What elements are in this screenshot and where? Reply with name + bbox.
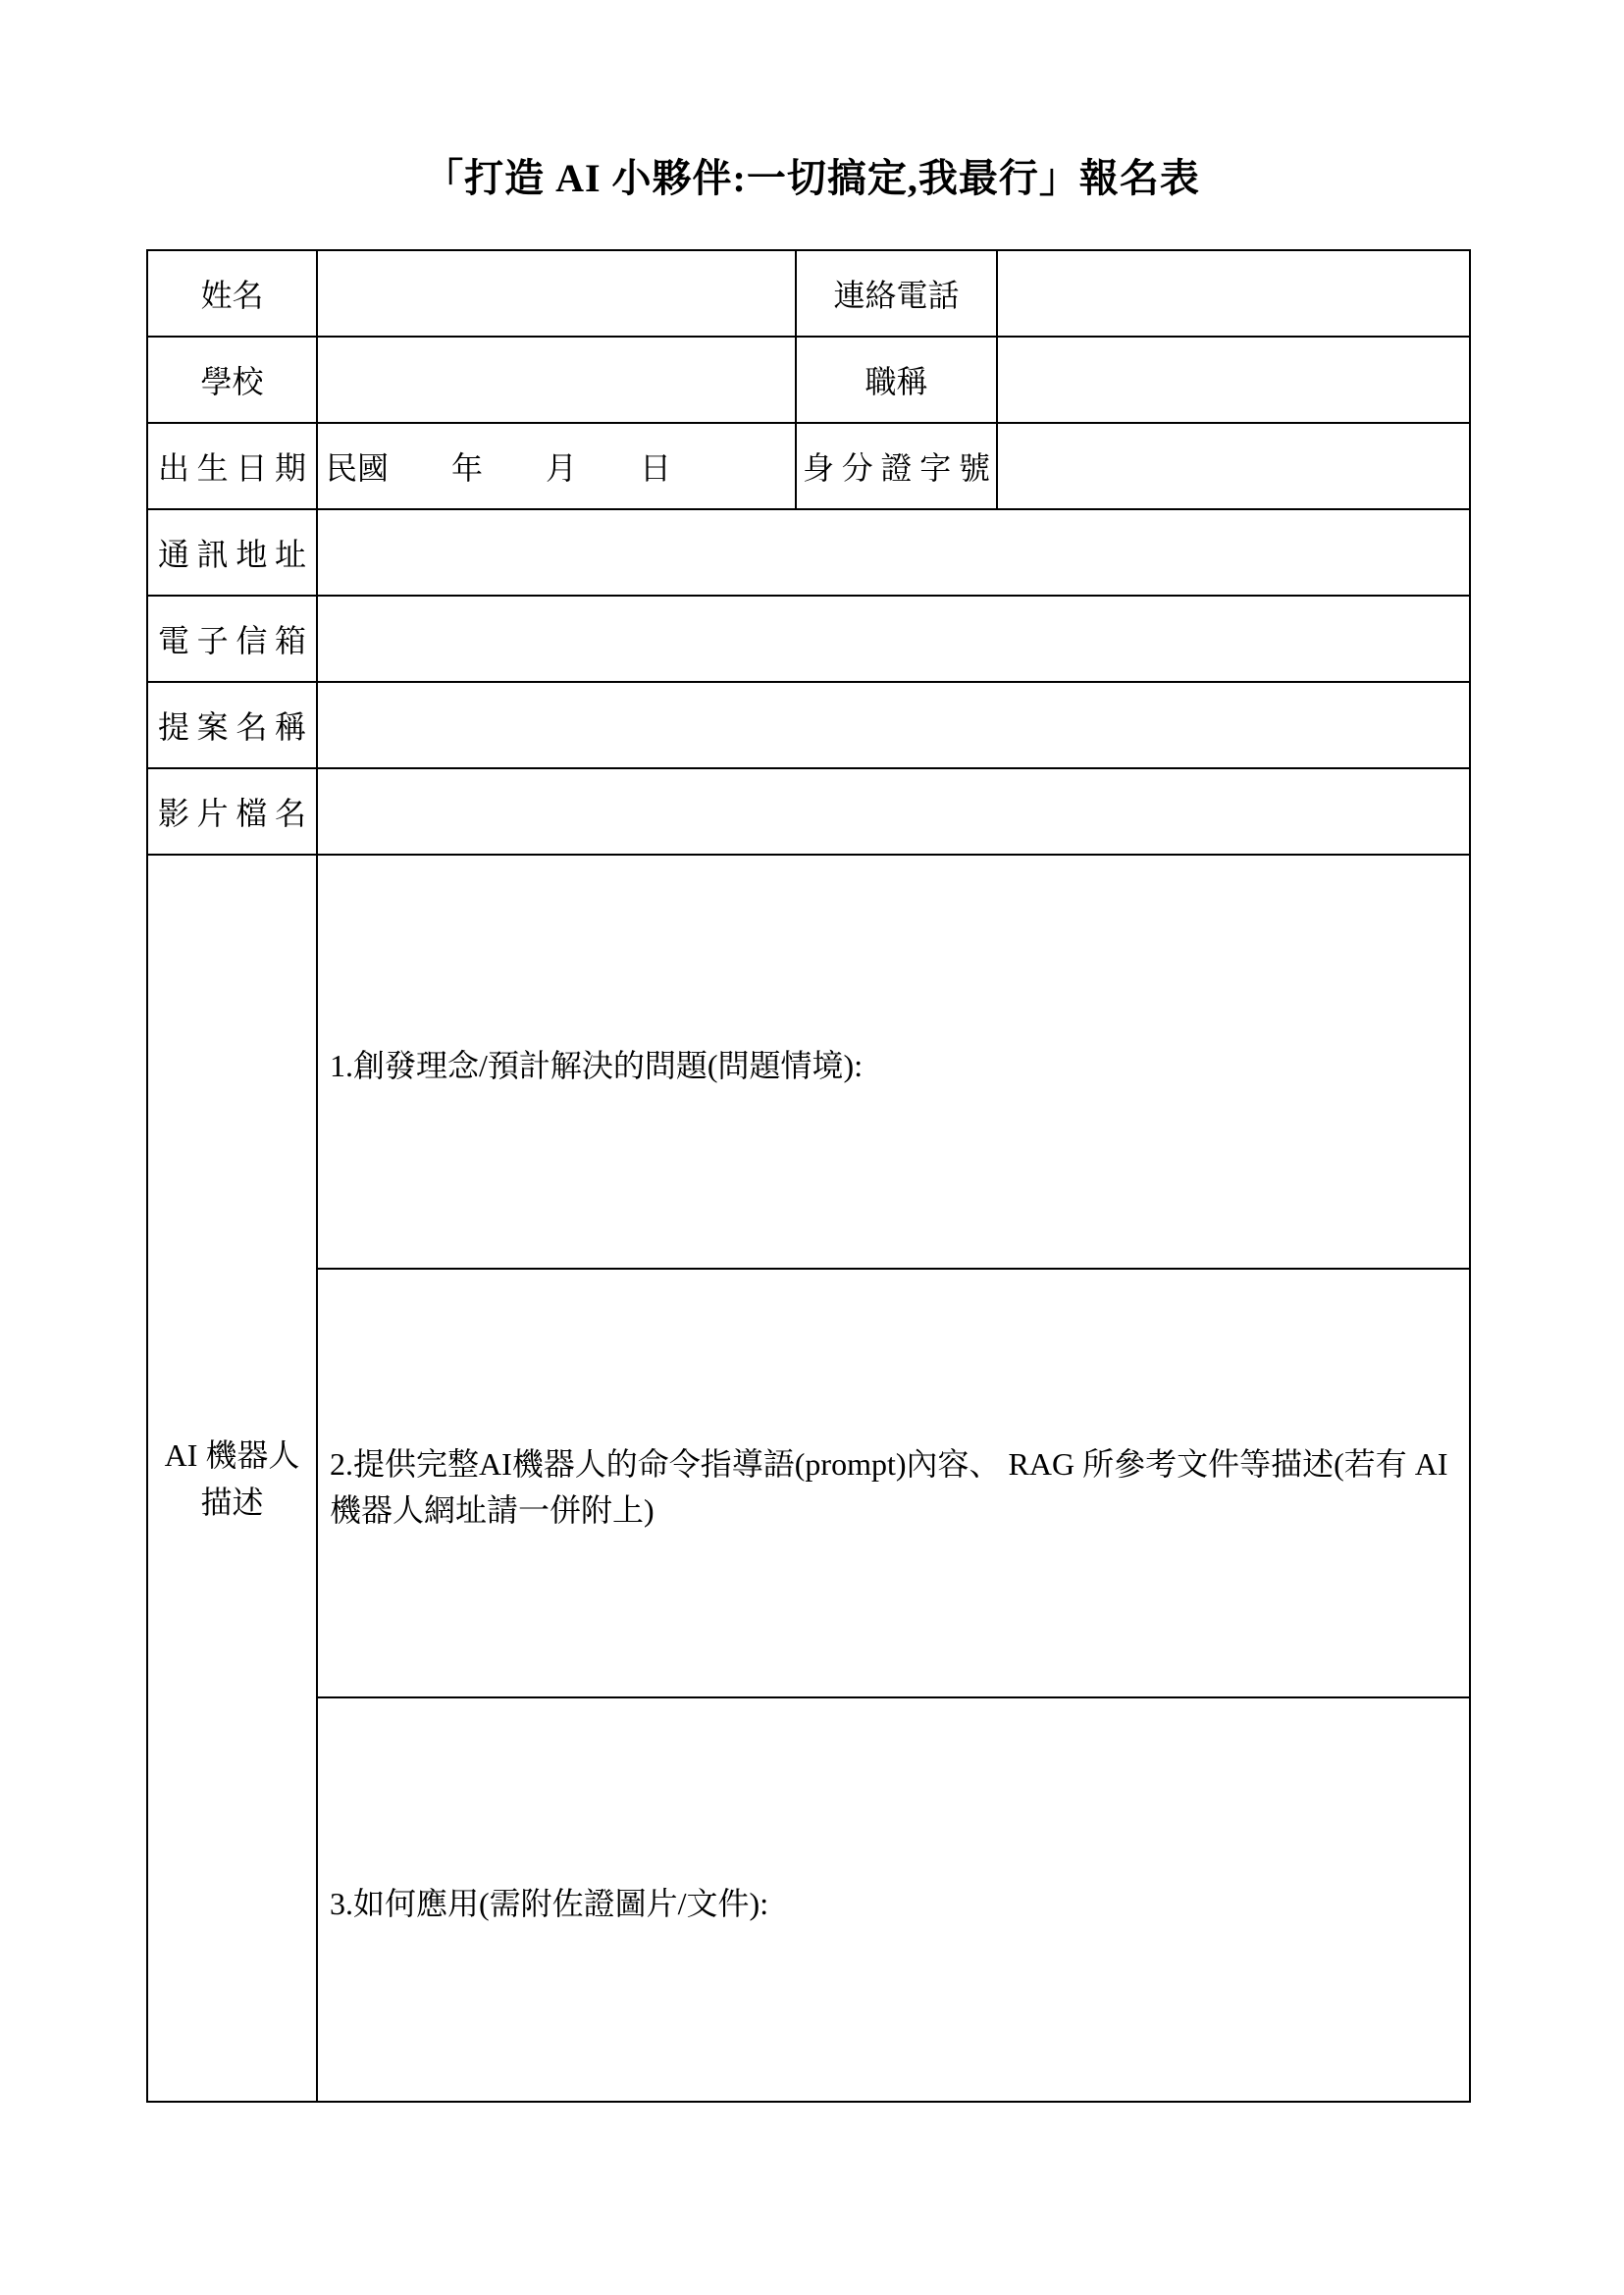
ai-item-1-cell: 1.創發理念/預計解決的問題(問題情境): [317, 855, 1470, 1269]
name-value-cell [317, 250, 796, 337]
registration-form-table [146, 249, 1471, 2103]
video-filename-value-cell [317, 768, 1470, 855]
row-birthdate-id [147, 423, 1470, 509]
ai-item-2-cell: 2.提供完整AI機器人的命令指導語(prompt)內容、 RAG 所參考文件等描述(若有 AI 機器人網址請一併附上) [317, 1269, 1470, 1697]
row-ai-item-3 [147, 1697, 1470, 2102]
row-ai-item-2 [147, 1269, 1470, 1697]
birth-date-label: 出生日期 [147, 423, 317, 509]
video-filename-label: 影片檔名 [147, 768, 317, 855]
row-email [147, 596, 1470, 682]
row-school-jobtitle [147, 337, 1470, 423]
email-label: 電子信箱 [147, 596, 317, 682]
page-title: 「打造 AI 小夥伴:一切搞定,我最行」報名表 [424, 156, 1200, 200]
birth-date-value-cell: 民國 年 月 日 [317, 423, 796, 509]
address-label: 通訊地址 [147, 509, 317, 596]
ai-label-line1: AI 機器人 [164, 1436, 300, 1473]
proposal-name-value-cell [317, 682, 1470, 768]
proposal-name-label: 提案名稱 [147, 682, 317, 768]
phone-value-cell [997, 250, 1470, 337]
row-name-phone [147, 250, 1470, 337]
job-title-value-cell [997, 337, 1470, 423]
phone-label: 連絡電話 [796, 250, 997, 337]
school-label: 學校 [147, 337, 317, 423]
job-title-label: 職稱 [796, 337, 997, 423]
id-number-label: 身分證字號 [796, 423, 997, 509]
row-proposal [147, 682, 1470, 768]
ai-item-3-cell: 3.如何應用(需附佐證圖片/文件): [317, 1697, 1470, 2102]
id-number-value-cell [997, 423, 1470, 509]
row-ai-item-1 [147, 855, 1470, 1269]
name-label: 姓名 [147, 250, 317, 337]
row-address [147, 509, 1470, 596]
address-value-cell [317, 509, 1470, 596]
school-value-cell [317, 337, 796, 423]
email-value-cell [317, 596, 1470, 682]
row-video-filename [147, 768, 1470, 855]
ai-robot-description-label [147, 855, 317, 2102]
ai-label-line2: 描述 [200, 1484, 264, 1520]
